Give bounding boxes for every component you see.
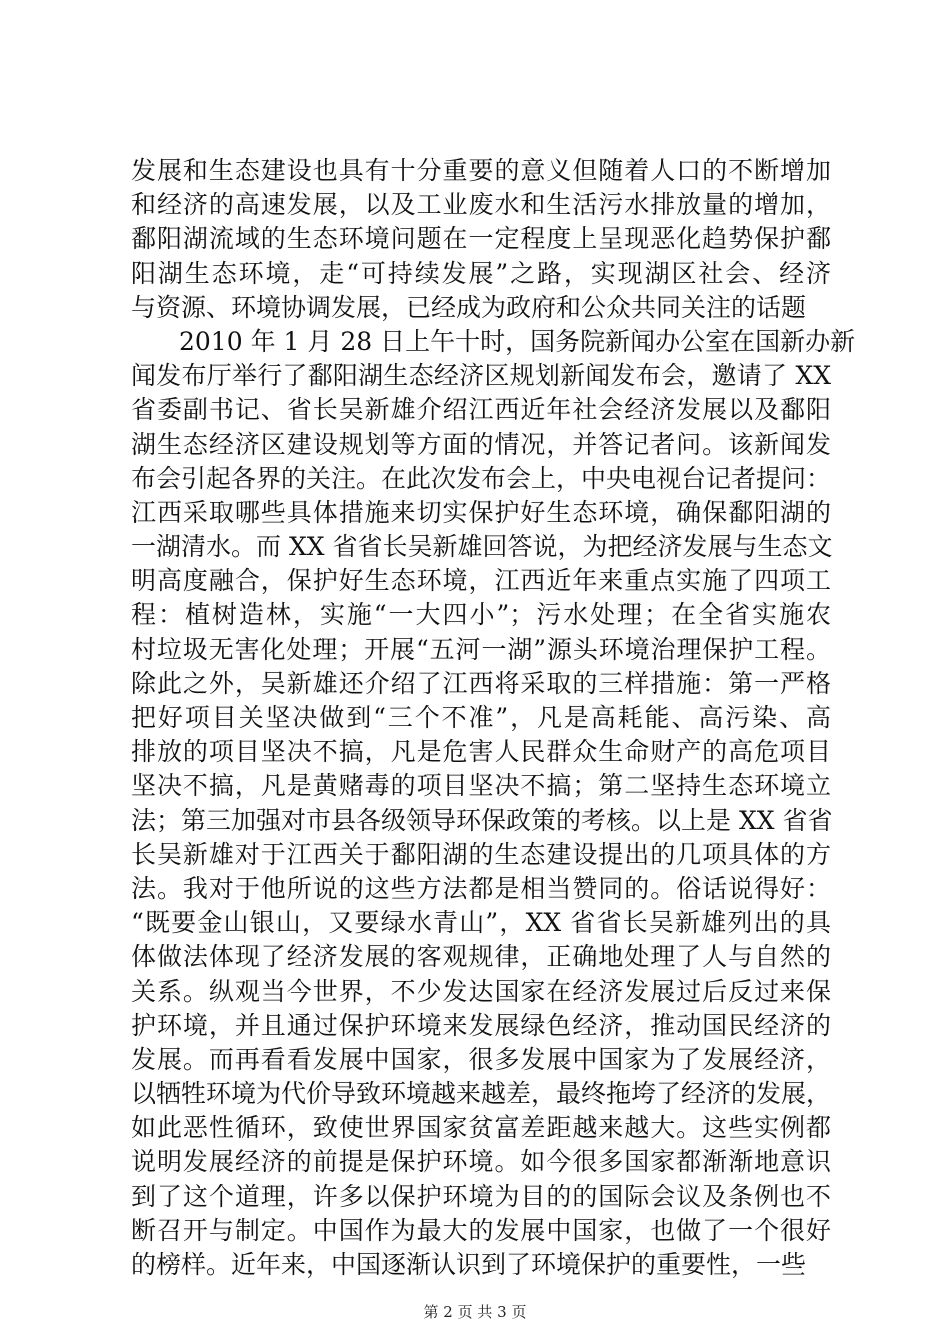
text-line: 发展。而再看看发展中国家，很多发展中国家为了发展经济， (131, 1044, 831, 1074)
text-line: 鄱阳湖流域的生态环境问题在一定程度上呈现恶化趋势保护鄱 (131, 224, 831, 254)
text-line: 发展和生态建设也具有十分重要的意义但随着人口的不断增加 (131, 156, 831, 185)
body-text (131, 154, 856, 1282)
text-line: 法。我对于他所说的这些方法都是相当赞同的。俗话说得好： (131, 873, 831, 903)
text-line: 省委副书记、省长吴新雄介绍江西近年社会经济发展以及鄱阳 (131, 395, 831, 425)
text-line: 如此恶性循环，致使世界国家贫富差距越来越大。这些实例都 (131, 1113, 831, 1143)
text-line: 湖生态经济区建设规划等方面的情况，并答记者问。该新闻发 (131, 429, 831, 459)
text-line: 明高度融合，保护好生态环境，江西近年来重点实施了四项工 (131, 566, 831, 596)
text-line: 到了这个道理，许多以保护环境为目的的国际会议及条例也不 (131, 1181, 831, 1211)
text-line: 以牺牲环境为代价导致环境越来越差，最终拖垮了经济的发展， (131, 1079, 832, 1109)
text-line: 村垃圾无害化处理；开展“五河一湖”源头环境治理保护工程。 (131, 634, 831, 664)
text-line: 一湖清水。而 XX 省省长吴新雄回答说，为把经济发展与生态文 (131, 532, 833, 562)
text-line: 江西采取哪些具体措施来切实保护好生态环境，确保鄱阳湖的 (131, 497, 831, 527)
text-line: 坚决不搞，凡是黄赌毒的项目坚决不搞；第二坚持生态环境立 (131, 771, 831, 801)
text-line: 闻发布厅举行了鄱阳湖生态经济区规划新闻发布会，邀请了 XX (131, 361, 831, 391)
text-line: 2010 年 1 月 28 日上午十时，国务院新闻办公室在国新办新 (179, 326, 856, 356)
text-line: 体做法体现了经济发展的客观规律，正确地处理了人与自然的 (131, 942, 831, 972)
text-line: 布会引起各界的关注。在此次发布会上，中央电视台记者提问： (131, 463, 832, 493)
text-line: 法；第三加强对市县各级领导环保政策的考核。以上是 XX 省省 (131, 805, 833, 835)
page-number: 第 2 页 共 3 页 (423, 1303, 527, 1321)
text-line: 说明发展经济的前提是保护环境。如今很多国家都渐渐地意识 (131, 1147, 831, 1177)
text-line: 阳湖生态环境，走“可持续发展”之路，实现湖区社会、经济 (131, 258, 831, 288)
text-line: 与资源、环境协调发展，已经成为政府和公众共同关注的话题 (131, 292, 807, 322)
text-line: “既要金山银山，又要绿水青山”，XX 省省长吴新雄列出的具 (131, 908, 831, 938)
page-footer (0, 1303, 950, 1321)
text-line: 把好项目关坚决做到“三个不准”，凡是高耗能、高污染、高 (131, 703, 831, 732)
text-line: 和经济的高速发展，以及工业废水和生活污水排放量的增加， (131, 190, 831, 220)
text-line: 程：植树造林，实施“一大四小”；污水处理；在全省实施农 (131, 600, 831, 630)
text-line: 护环境，并且通过保护环境来发展绿色经济，推动国民经济的 (131, 1010, 831, 1040)
text-line: 断召开与制定。中国作为最大的发展中国家，也做了一个很好 (131, 1215, 831, 1245)
text-line: 长吴新雄对于江西关于鄱阳湖的生态建设提出的几项具体的方 (131, 839, 831, 869)
text-line: 关系。纵观当今世界，不少发达国家在经济发展过后反过来保 (131, 976, 831, 1006)
text-line: 除此之外，吴新雄还介绍了江西将采取的三样措施：第一严格 (131, 668, 831, 698)
text-line: 排放的项目坚决不搞，凡是危害人民群众生命财产的高危项目 (131, 737, 831, 767)
text-line: 的榜样。近年来，中国逐渐认识到了环境保护的重要性，一些 (131, 1250, 807, 1279)
